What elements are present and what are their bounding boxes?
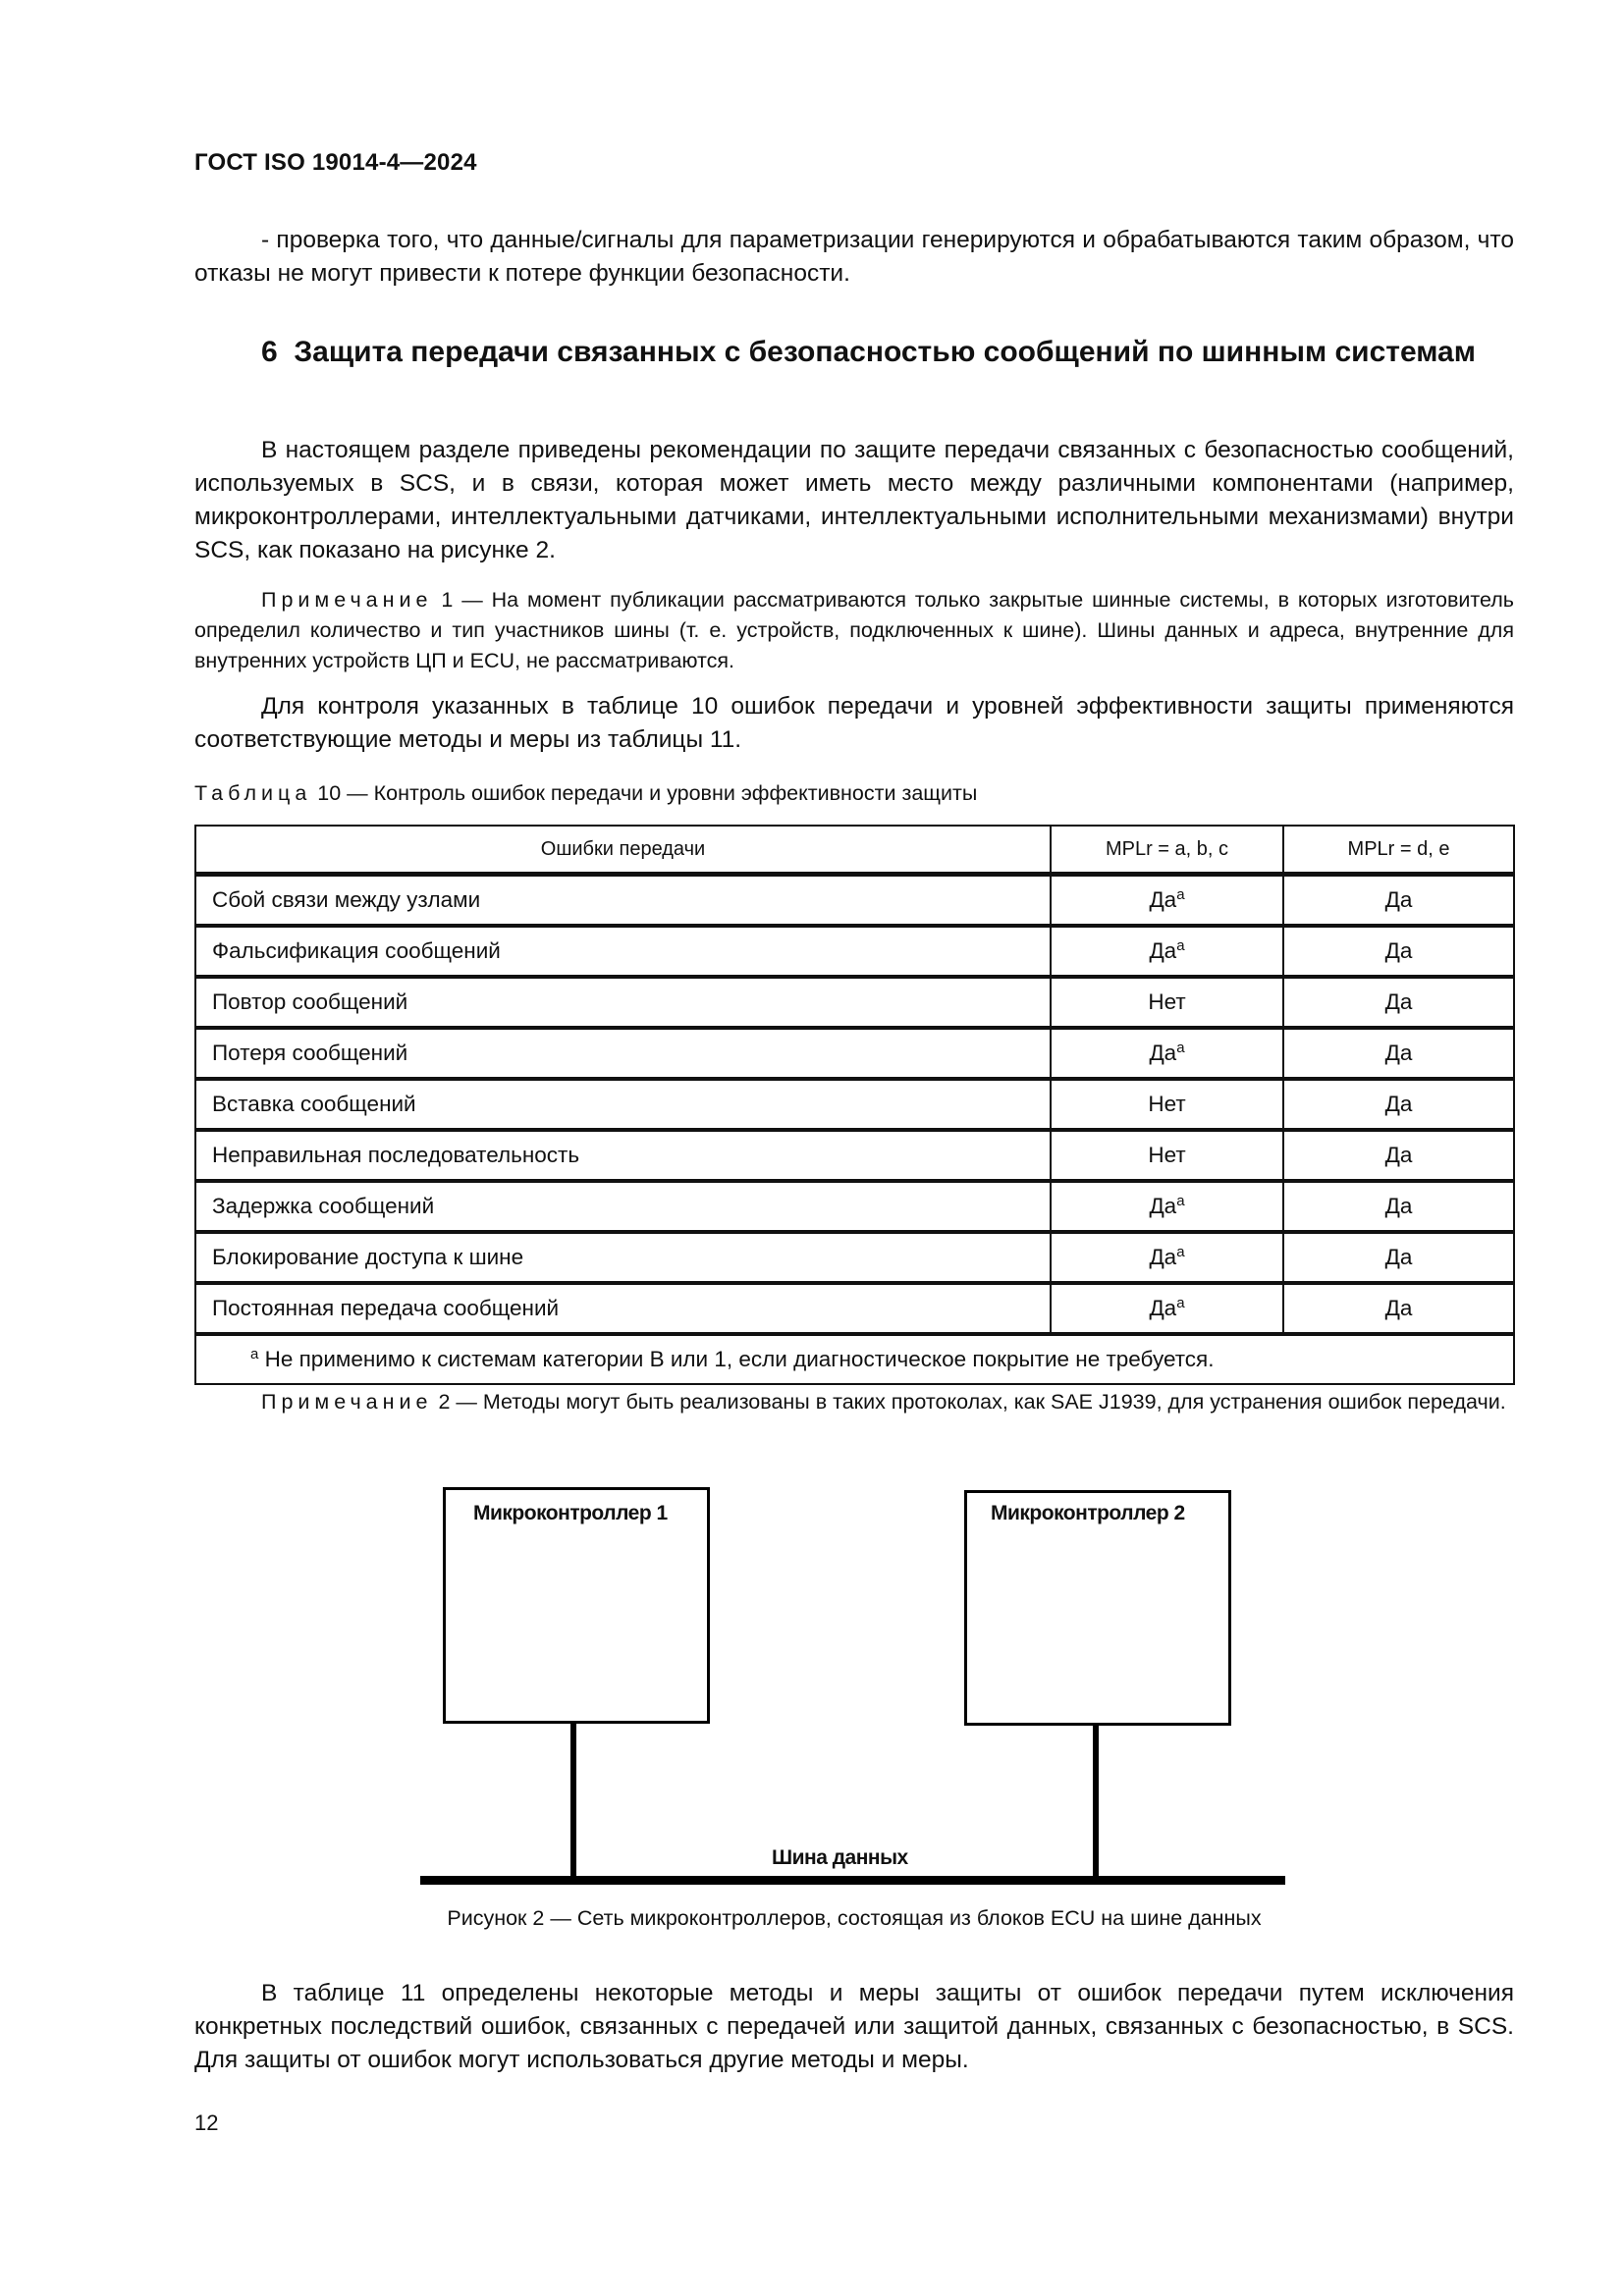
connector-line-2 — [1093, 1725, 1099, 1880]
cell-mplr-de: Да — [1283, 1130, 1514, 1181]
cell-mplr-abc: Нет — [1051, 1130, 1283, 1181]
page-number: 12 — [194, 2110, 219, 2135]
cell-mplr-de: Да — [1283, 1028, 1514, 1079]
cell-error: Неправильная последовательность — [195, 1130, 1051, 1181]
column-header-errors: Ошибки передачи — [195, 826, 1051, 875]
cell-mplr-de: Да — [1283, 1079, 1514, 1130]
table-row — [195, 1130, 1514, 1181]
microcontroller-1-label: Микроконтроллер 1 — [473, 1502, 668, 1524]
cell-mplr-abc: $Да^a$ — [1051, 1283, 1283, 1334]
intro-paragraph-text: - проверка того, что данные/сигналы для параметризации генерируются и обрабатываются таким образом, что отказы не могут привести к потере функции безопасности. — [194, 227, 1514, 287]
note-1 — [194, 585, 1514, 676]
cell-mplr-abc: $Да^a$ — [1051, 1232, 1283, 1283]
table-caption-label: Таблица — [194, 781, 312, 805]
note-2-label: Примечание — [261, 1390, 433, 1414]
table-footnote-row — [195, 1334, 1514, 1384]
table-row — [195, 926, 1514, 977]
table-row — [195, 1232, 1514, 1283]
table-header-row — [195, 826, 1514, 875]
section-title: Защита передачи связанных с безопасностью сообщений по шинным системам — [294, 336, 1476, 368]
figure-caption: Рисунок 2 — Сеть микроконтроллеров, состоящая из блоков ECU на шине данных — [447, 1906, 1262, 1930]
note-2-text: — Методы могут быть реализованы в таких протоколах, как SAE J1939, для устранения ошибок передачи. — [456, 1390, 1506, 1414]
section-heading — [261, 332, 1489, 373]
document-header: ГОСТ ISO 19014-4—2024 — [194, 149, 477, 176]
cell-mplr-abc: $Да^a$ — [1051, 875, 1283, 927]
table-row — [195, 1283, 1514, 1334]
table-row — [195, 1079, 1514, 1130]
section-number: 6 — [261, 336, 278, 368]
connector-line-1 — [570, 1723, 576, 1880]
note-2-number: 2 — [438, 1390, 451, 1414]
microcontroller-2-label: Микроконтроллер 2 — [991, 1502, 1185, 1524]
cell-mplr-abc: Нет — [1051, 977, 1283, 1028]
cell-mplr-de: Да — [1283, 875, 1514, 927]
cell-error: Фальсификация сообщений — [195, 926, 1051, 977]
cell-mplr-de: Да — [1283, 977, 1514, 1028]
paragraph-1-text: В настоящем разделе приведены рекомендации по защите передачи связанных с безопасностью сообщений, используемых в SCS, и в связи, которая может иметь место между различными компонентами (например, микроконтроллерами, интеллектуальными датчиками, интеллектуальными исполнительными механизмами) внутри SCS, как показано на рисунке 2. — [194, 437, 1514, 563]
cell-mplr-abc: $Да^a$ — [1051, 926, 1283, 977]
data-bus-label: Шина данных — [772, 1846, 908, 1869]
intro-paragraph — [194, 224, 1514, 291]
table-row — [195, 1028, 1514, 1079]
footnote-mark: a — [250, 1346, 259, 1362]
table-row — [195, 977, 1514, 1028]
cell-mplr-de: Да — [1283, 1181, 1514, 1232]
table-footnote — [195, 1334, 1514, 1384]
note-1-number: 1 — [441, 588, 454, 612]
cell-error: Потеря сообщений — [195, 1028, 1051, 1079]
cell-error: Постоянная передача сообщений — [195, 1283, 1051, 1334]
paragraph-3 — [194, 1977, 1514, 2077]
cell-mplr-abc: $Да^a$ — [1051, 1181, 1283, 1232]
note-1-label: Примечание — [261, 588, 433, 612]
cell-mplr-abc: $Да^a$ — [1051, 1028, 1283, 1079]
paragraph-3-text: В таблице 11 определены некоторые методы и меры защиты от ошибок передачи путем исключения конкретных последствий ошибок, связанных с передачей или защитой данных, связанных с безопасностью, в SCS. Для защиты от ошибок могут использоваться другие методы и меры. — [194, 1980, 1514, 2073]
cell-mplr-de: Да — [1283, 1283, 1514, 1334]
microcontroller-2-box — [964, 1490, 1231, 1726]
table-row — [195, 1181, 1514, 1232]
paragraph-2 — [194, 690, 1514, 757]
paragraph-2-text: Для контроля указанных в таблице 10 ошибок передачи и уровней эффективности защиты применяются соответствующие методы и меры из таблицы 11. — [194, 693, 1514, 753]
paragraph-1 — [194, 434, 1514, 567]
cell-error: Сбой связи между узлами — [195, 875, 1051, 927]
note-1-text: — На момент публикации рассматриваются только закрытые шинные системы, в которых изготовитель определил количество и тип участников шины (т. е. устройств, подключенных к шине). Шины данных и адреса, внутренние для внутренних устройств ЦП и ECU, не рассматриваются. — [194, 588, 1514, 672]
table-row — [195, 875, 1514, 927]
table-10 — [194, 825, 1515, 1385]
column-header-mplr-abc: MPLr = a, b, c — [1051, 826, 1283, 875]
cell-mplr-abc: Нет — [1051, 1079, 1283, 1130]
cell-error: Задержка сообщений — [195, 1181, 1051, 1232]
note-2 — [194, 1387, 1514, 1417]
cell-error: Вставка сообщений — [195, 1079, 1051, 1130]
footnote-text: Не применимо к системам категории В или 1, если диагностическое покрытие не требуется. — [264, 1347, 1215, 1371]
table-caption-text: 10 — Контроль ошибок передачи и уровни эффективности защиты — [317, 781, 978, 805]
table-caption — [194, 781, 977, 806]
cell-mplr-de: Да — [1283, 1232, 1514, 1283]
data-bus-line — [420, 1876, 1285, 1885]
microcontroller-1-box — [443, 1487, 710, 1724]
cell-error: Блокирование доступа к шине — [195, 1232, 1051, 1283]
cell-error: Повтор сообщений — [195, 977, 1051, 1028]
column-header-mplr-de: MPLr = d, e — [1283, 826, 1514, 875]
cell-mplr-de: Да — [1283, 926, 1514, 977]
